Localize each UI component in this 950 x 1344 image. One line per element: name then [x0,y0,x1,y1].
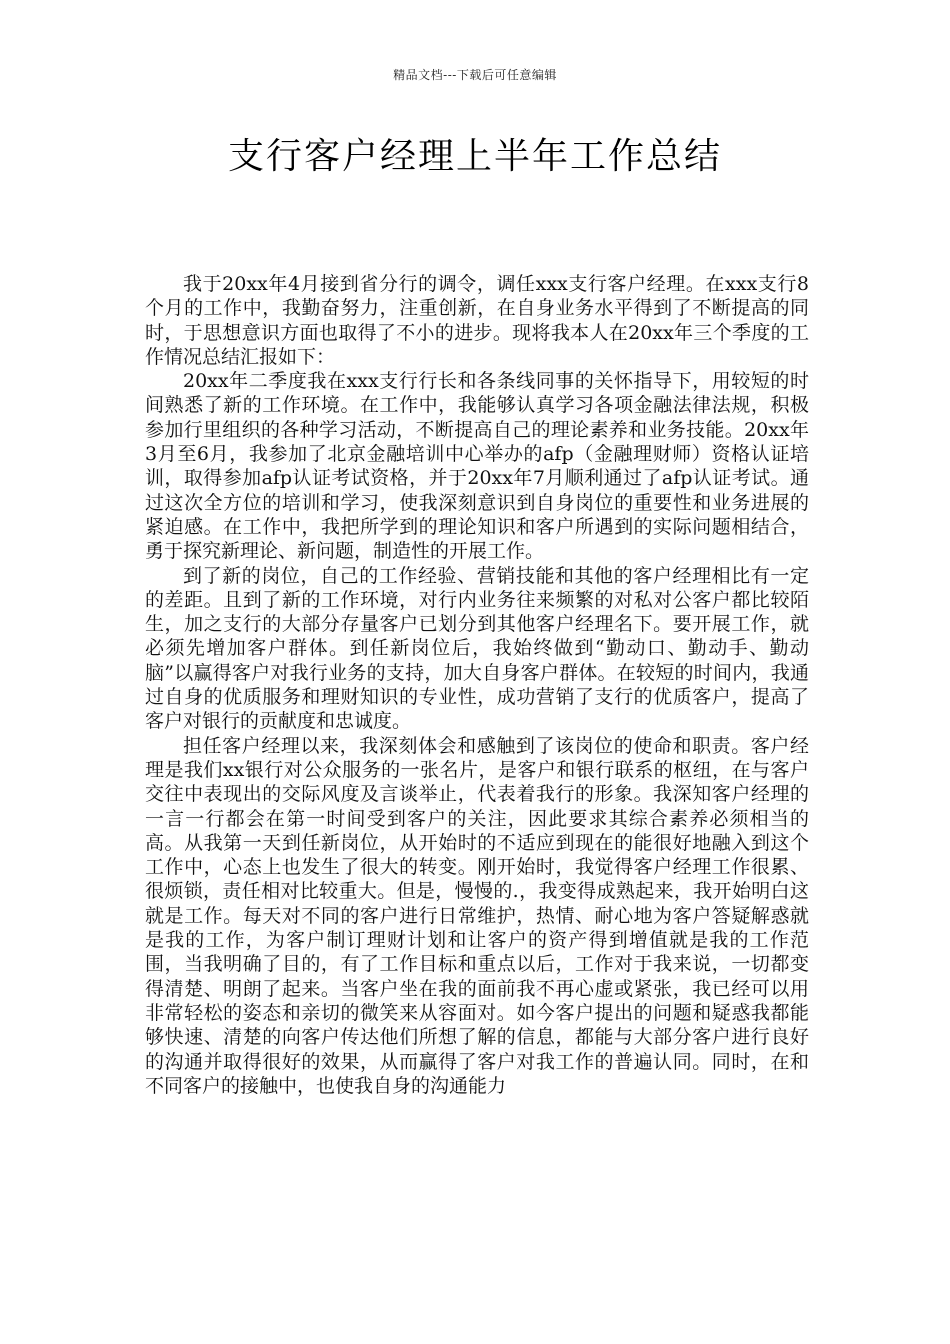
page-header-note: 精品文档---下载后可任意编辑 [393,68,557,82]
body-paragraph: 到了新的岗位，自己的工作经验、营销技能和其他的客户经理相比有一定的差距。且到了新的工作环境，对行内业务往来频繁的对私对公客户都比较陌生，加之支行的大部分存量客户已划分到其他客户经理名下。要开展工作，就必须先增加客户群体。到任新岗位后，我始终做到“勤动口、勤动手、勤动脑”以赢得客户对我行业务的支持，加大自身客户群体。在较短的时间内，我通过自身的优质服务和理财知识的专业性，成功营销了支行的优质客户，提高了客户对银行的贡献度和忠诚度。 [145,564,809,733]
document-title: 支行客户经理上半年工作总结 [227,136,722,177]
body-paragraph: 我于20xx年4月接到省分行的调令，调任xxx支行客户经理。在xxx支行8个月的工作中，我勤奋努力，注重创新，在自身业务水平得到了不断提高的同时，于思想意识方面也取得了不小的进步。现将我本人在20xx年三个季度的工作情况总结汇报如下： [145,273,809,368]
document-body [145,272,809,1098]
body-paragraph: 担任客户经理以来，我深刻体会和感触到了该岗位的使命和职责。客户经理是我们xx银行对公众服务的一张名片，是客户和银行联系的枢纽，在与客户交往中表现出的交际风度及言谈举止，代表着我行的形象。我深知客户经理的一言一行都会在第一时间受到客户的关注，因此要求其综合素养必须相当的高。从我第一天到任新岗位，从开始时的不适应到现在的能很好地融入到这个工作中，心态上也发生了很大的转变。刚开始时，我觉得客户经理工作很累、很烦锁，责任相对比较重大。但是，慢慢的.，我变得成熟起来，我开始明白这就是工作。每天对不同的客户进行日常维护，热情、耐心地为客户答疑解惑就是我的工作，为客户制订理财计划和让客户的资产得到增值就是我的工作范围，当我明确了目的，有了工作目标和重点以后，工作对于我来说，一切都变得清楚、明朗了起来。当客户坐在我的面前我不再心虚或紧张，我已经可以用非常轻松的姿态和亲切的微笑来从容面对。如今客户提出的问题和疑惑我都能够快速、清楚的向客户传达他们所想了解的信息，都能与大部分客户进行良好的沟通并取得很好的效果，从而赢得了客户对我工作的普遍认同。同时，在和不同客户的接触中，也使我自身的沟通能力 [145,734,809,1097]
body-paragraph: 20xx年二季度我在xxx支行行长和各条线同事的关怀指导下，用较短的时间熟悉了新的工作环境。在工作中，我能够认真学习各项金融法律法规，积极参加行里组织的各种学习活动，不断提高自己的理论素养和业务技能。20xx年3月至6月，我参加了北京金融培训中心举办的afp（金融理财师）资格认证培训，取得参加afp认证考试资格，并于20xx年7月顺利通过了afp认证考试。通过这次全方位的培训和学习，使我深刻意识到自身岗位的重要性和业务进展的紧迫感。在工作中，我把所学到的理论知识和客户所遇到的实际问题相结合，勇于探究新理论、新问题，制造性的开展工作。 [145,370,809,563]
